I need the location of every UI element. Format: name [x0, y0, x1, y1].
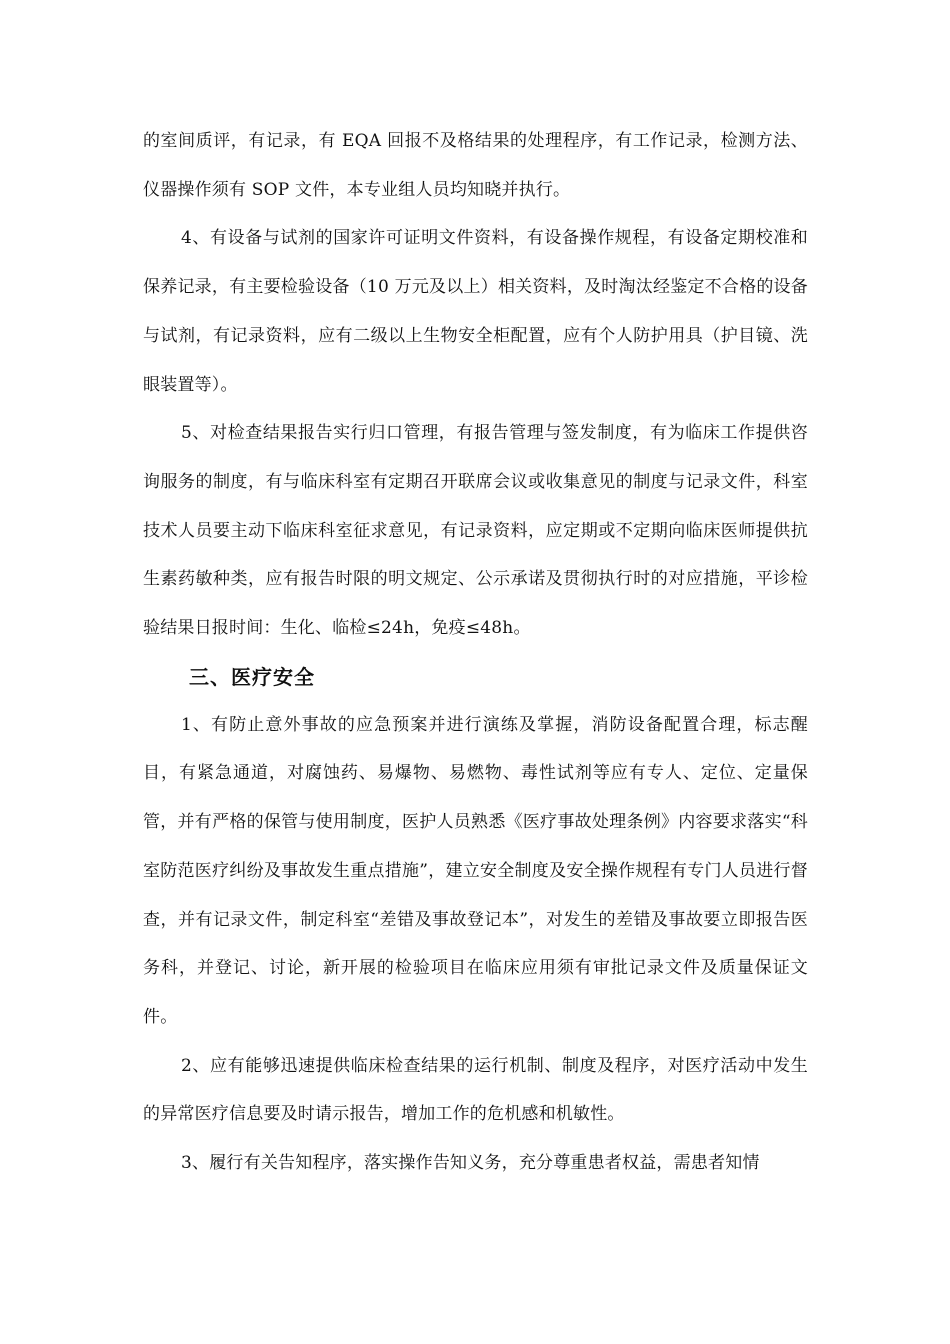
paragraph-safety-item-1: 1、有防止意外事故的应急预案并进行演练及掌握，消防设备配置合理，标志醒目，有紧急通道，对腐蚀药、易爆物、易燃物、毒性试剂等应有专人、定位、定量保管，并有严格的保管与使用制度，医护人员熟悉《医疗事故处理条例》内容要求落实“科室防范医疗纠纷及事故发生重点措施”，建立安全制度及安全操作规程有专门人员进行督查，并有记录文件，制定科室“差错及事故登记本”，对发生的差错及事故要立即报告医务科，并登记、讨论，新开展的检验项目在临床应用须有审批记录文件及质量保证文件。 [143, 714, 808, 1027]
paragraph-safety-item-3: 3、履行有关告知程序，落实操作告知义务，充分尊重患者权益，需患者知情 [181, 1153, 760, 1174]
paragraph-safety-item-2: 2、应有能够迅速提供临床检查结果的运行机制、制度及程序，对医疗活动中发生的异常医疗信息要及时请示报告，增加工作的危机感和机敏性。 [143, 1055, 808, 1125]
paragraph-item-5-reports: 5、对检查结果报告实行归口管理，有报告管理与签发制度，有为临床工作提供咨询服务的制度，有与临床科室有定期召开联席会议或收集意见的制度与记录文件，科室技术人员要主动下临床科室征求意见，有记录资料，应定期或不定期向临床医师提供抗生素药敏种类，应有报告时限的明文规定、公示承诺及贯彻执行时的对应措施，平诊检验结果日报时间：生化、临检≤24h，免疫≤48h。 [143, 423, 808, 639]
paragraph-item-4-equipment: 4、有设备与试剂的国家许可证明文件资料，有设备操作规程，有设备定期校准和保养记录，有主要检验设备（10 万元及以上）相关资料，及时淘汰经鉴定不合格的设备与试剂，有记录资料，应有二级以上生物安全柜配置，应有个人防护用具（护目镜、洗眼装置等）。 [143, 228, 808, 395]
paragraph-eqa-continuation: 的室间质评，有记录，有 EQA 回报不及格结果的处理程序，有工作记录，检测方法、仪器操作须有 SOP 文件，本专业组人员均知晓并执行。 [143, 131, 808, 200]
document-body [143, 117, 808, 1188]
section-heading-medical-safety: 三、医疗安全 [189, 664, 315, 689]
